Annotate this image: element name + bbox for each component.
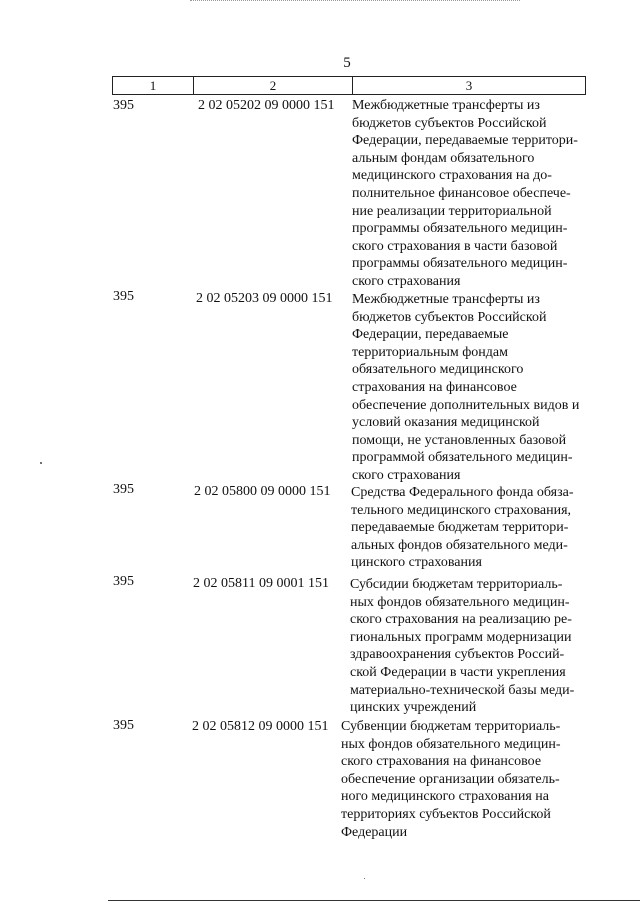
budget-classification-code: 2 02 05202 09 0000 151 — [198, 98, 335, 113]
admin-code: 395 — [113, 718, 134, 733]
row-description: Межбюджетные трансферты из бюджетов субъектов Российской Федерации, передаваемые территориальным фондам обязательного медицинского страхования на финансовое обеспечение дополнительных видов и условий оказания медицинской помощи, не установленных базовой программой обязательного медицин- ского страхования — [352, 292, 580, 483]
row-description: Межбюджетные трансферты из бюджетов субъектов Российской Федерации, передаваемые территори- альным фондам обязательного медицинского страхования на до- полнительное финансовое обеспече- ние реализации территориальной программы обязательного медицин- ского страхования в части базовой программы обязательного медицин- ского страхования — [352, 98, 578, 289]
bottom-rule — [108, 900, 640, 901]
budget-classification-code: 2 02 05800 09 0000 151 — [194, 484, 331, 499]
admin-code: 395 — [113, 574, 134, 589]
admin-code: 395 — [113, 289, 134, 304]
budget-classification-code: 2 02 05812 09 0000 151 — [192, 719, 329, 734]
page-number: 5 — [343, 55, 351, 71]
scan-top-edge — [190, 0, 520, 3]
row-description: Субсидии бюджетам территориаль- ных фондов обязательного медицин- ского страхования на реализацию ре- гиональных программ модернизации здравоохранения субъектов Россий- ской Федерации в части укрепления материально-технической базы меди- цинских учреждений — [350, 577, 575, 716]
row-description: Средства Федерального фонда обяза- тельного медицинского страхования, передаваемые бюджетам территори- альных фондов обязательного меди- цинского страхования — [351, 485, 574, 571]
admin-code: 395 — [113, 482, 134, 497]
column-header-3: 3 — [465, 78, 473, 93]
admin-code: 395 — [113, 98, 134, 113]
scan-speck — [364, 878, 365, 879]
scan-speck — [40, 462, 42, 464]
budget-classification-code: 2 02 05811 09 0001 151 — [193, 576, 329, 591]
table-header — [112, 76, 586, 95]
column-header-1: 1 — [113, 77, 194, 94]
budget-classification-code: 2 02 05203 09 0000 151 — [196, 291, 333, 306]
column-header-2: 2 — [194, 77, 353, 94]
row-description: Субвенции бюджетам территориаль- ных фондов обязательного медицин- ского страхования на финансовое обеспечение организации обязатель- ного медицинского страхования на территориях субъектов Российской Федерации — [341, 719, 561, 840]
